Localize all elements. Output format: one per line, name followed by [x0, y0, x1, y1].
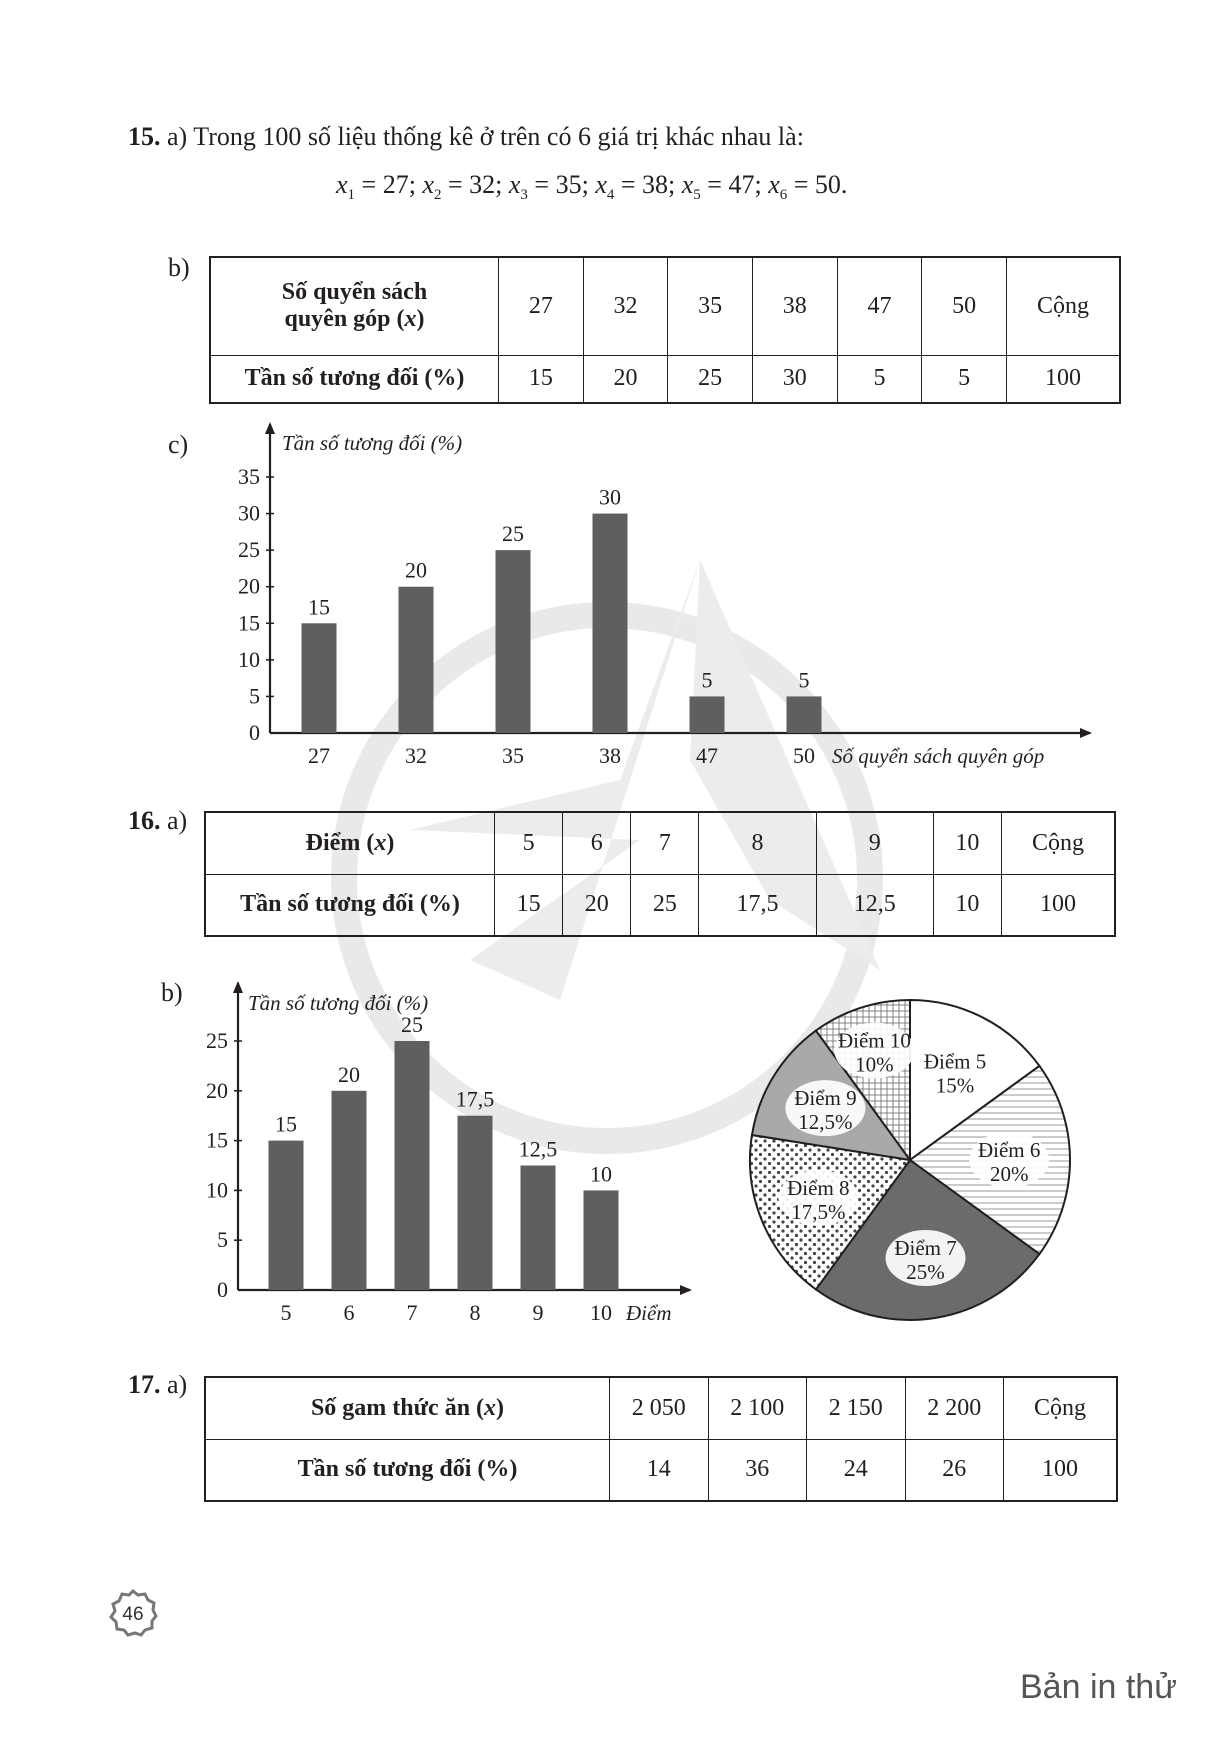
bar: [395, 1041, 430, 1290]
y-axis-arrow-icon: [265, 422, 275, 434]
bar: [787, 696, 822, 733]
y-tick-label: 20: [238, 573, 260, 599]
q17-header-text: Số gam thức ăn (: [310, 1394, 485, 1421]
q17-freq: 14: [610, 1439, 709, 1501]
q15-col: 47: [837, 257, 922, 355]
q16-header-var: x: [374, 829, 387, 856]
pie-label: Điểm 5: [923, 1049, 987, 1074]
q15-freq: 30: [752, 355, 837, 403]
q17-header-close: ): [496, 1394, 505, 1421]
q15-col: 27: [499, 257, 584, 355]
q15-table-header-freq: Tần số tương đối (%): [210, 355, 499, 403]
formula-term: $x_4 = 38$;: [595, 170, 682, 204]
q16-col-total: Cộng: [1002, 812, 1116, 874]
proof-print-label: Bản in thử: [1020, 1668, 1177, 1706]
formula-term: $x_2 = 32$;: [422, 170, 509, 204]
page-number: 46: [122, 1604, 144, 1625]
q16-col: 5: [495, 812, 563, 874]
q15-a-label: a): [167, 122, 188, 151]
bar: [584, 1190, 619, 1290]
q17-table-header-freq: Tần số tương đối (%): [205, 1439, 610, 1501]
q16-col: 10: [933, 812, 1001, 874]
y-tick-label: 0: [217, 1277, 228, 1302]
q16-col: 7: [631, 812, 699, 874]
q15-freq: 15: [499, 355, 584, 403]
bar: [269, 1141, 304, 1290]
q16-table-header-x: [205, 812, 495, 874]
x-tick-label: 9: [532, 1300, 544, 1325]
q17-line-a: [128, 1370, 187, 1400]
q16-col: 6: [563, 812, 631, 874]
q15-freq: 5: [922, 355, 1007, 403]
q16-frequency-table: [204, 811, 1116, 937]
q17-table-header-x: [205, 1377, 610, 1439]
q15-freq: 25: [668, 355, 753, 403]
x-axis-title: Điểm: [626, 1301, 672, 1325]
bar: [399, 587, 434, 733]
q15-col-total: Cộng: [1007, 257, 1121, 355]
y-tick-label: 25: [206, 1028, 228, 1053]
q17-a-label: a): [167, 1370, 188, 1399]
y-tick-label: 25: [238, 537, 260, 563]
q15-col: 38: [752, 257, 837, 355]
formula-term: $x_3 = 35$;: [508, 170, 596, 204]
y-tick-label: 5: [217, 1227, 228, 1253]
q17-col: 2 200: [905, 1377, 1004, 1439]
y-tick-label: 30: [238, 500, 260, 526]
pie-value-label: 17,5%: [791, 1199, 846, 1224]
q15-bar-chart: [220, 420, 1100, 780]
x-tick-label: 38: [599, 743, 621, 768]
bar: [332, 1091, 367, 1290]
q15-header-line1: Số quyển sách: [281, 279, 428, 306]
q15-b-label: b): [168, 253, 190, 282]
q16-freq: 10: [933, 874, 1001, 936]
x-tick-label: 32: [405, 743, 427, 768]
q17-freq: 36: [708, 1439, 807, 1501]
q16-header-close: ): [386, 829, 395, 856]
x-axis-title: Số quyển sách quyên góp: [832, 744, 1045, 768]
q15-header-var: x: [404, 306, 417, 333]
q16-header-text: Điểm (: [305, 829, 375, 856]
bar-value-label: 10: [590, 1161, 612, 1187]
q15-col: 50: [922, 257, 1007, 355]
bar: [521, 1166, 556, 1291]
bar-value-label: 5: [701, 667, 713, 693]
q15-values-formula: [336, 170, 847, 204]
y-tick-label: 10: [238, 646, 260, 672]
bar-value-label: 15: [308, 594, 330, 620]
y-axis-title: Tần số tương đối (%): [282, 431, 463, 455]
y-tick-label: 0: [249, 720, 260, 745]
page-number-badge: [108, 1588, 158, 1638]
pie-value-label: 12,5%: [798, 1110, 853, 1135]
x-tick-label: 5: [280, 1300, 292, 1325]
pie-label: Điểm 6: [977, 1138, 1041, 1162]
q17-col-total: Cộng: [1004, 1377, 1118, 1439]
x-tick-label: 8: [469, 1300, 481, 1325]
q17-freq: 26: [905, 1439, 1004, 1501]
y-tick-label: 15: [238, 610, 260, 636]
x-tick-label: 35: [502, 743, 524, 768]
bar-value-label: 12,5: [518, 1136, 558, 1162]
bar: [458, 1116, 493, 1290]
q15-col: 35: [668, 257, 753, 355]
x-tick-label: 27: [308, 743, 330, 768]
q15-c-label: c): [168, 430, 189, 459]
x-tick-label: 50: [793, 743, 815, 768]
pie-label: Điểm 7: [894, 1235, 957, 1260]
q15-freq: 20: [583, 355, 668, 403]
q16-pie-chart: [740, 990, 1080, 1330]
q15-a-text: Trong 100 số liệu thống kê ở trên có 6 giá trị khác nhau là:: [193, 122, 804, 151]
y-tick-label: 10: [206, 1177, 228, 1203]
bar-value-label: 17,5: [455, 1086, 495, 1112]
pie-label: Điểm 9: [794, 1086, 857, 1111]
q17-col: 2 150: [807, 1377, 906, 1439]
q17-freq: 24: [807, 1439, 906, 1501]
q15-freq: 5: [837, 355, 922, 403]
bar-value-label: 5: [798, 667, 810, 693]
q15-frequency-table: [209, 256, 1121, 404]
q16-number: 16.: [128, 806, 161, 835]
x-axis-arrow-icon: [680, 1285, 692, 1295]
formula-term: $x_6 = 50$.: [768, 170, 848, 204]
pie-value-label: 10%: [855, 1052, 894, 1077]
pie-label: Điểm 8: [787, 1175, 850, 1200]
pie-value-label: 15%: [935, 1073, 975, 1098]
x-tick-label: 6: [343, 1300, 355, 1325]
bar-value-label: 20: [405, 557, 427, 583]
q15-number: 15.: [128, 122, 161, 151]
q16-col: 9: [816, 812, 933, 874]
pie-label: Điểm 10: [837, 1028, 911, 1053]
q17-col: 2 050: [610, 1377, 709, 1439]
bar: [593, 514, 628, 733]
q15-header-line2: quyên góp (: [284, 306, 405, 333]
q15-col: 32: [583, 257, 668, 355]
formula-term: $x_5 = 47$;: [681, 170, 769, 204]
q16-b-label: b): [161, 978, 183, 1007]
bar-value-label: 25: [502, 521, 524, 547]
q16-freq: 15: [495, 874, 563, 936]
bar: [496, 550, 531, 733]
q15-table-header-x: [210, 257, 499, 355]
q17-col: 2 100: [708, 1377, 807, 1439]
q16-freq: 20: [563, 874, 631, 936]
q16-freq: 25: [631, 874, 699, 936]
x-tick-label: 47: [696, 743, 718, 768]
q15-line-a: [128, 122, 804, 152]
x-tick-label: 7: [406, 1300, 418, 1325]
q17-frequency-table: [204, 1376, 1118, 1502]
bar-value-label: 30: [599, 484, 621, 510]
bar-value-label: 15: [275, 1111, 297, 1137]
y-tick-label: 20: [206, 1077, 228, 1103]
q16-line-a: [128, 806, 187, 836]
bar-value-label: 20: [338, 1061, 360, 1087]
q16-col: 8: [699, 812, 816, 874]
q16-a-label: a): [167, 806, 188, 835]
q16-freq: 12,5: [816, 874, 933, 936]
y-tick-label: 15: [206, 1127, 228, 1153]
q16-table-header-freq: Tần số tương đối (%): [205, 874, 495, 936]
pie-value-label: 20%: [989, 1162, 1029, 1186]
y-axis-title: Tần số tương đối (%): [248, 991, 429, 1015]
x-axis-arrow-icon: [1080, 728, 1092, 738]
bar: [302, 623, 337, 733]
y-tick-label: 35: [238, 464, 260, 489]
q15-freq-total: 100: [1007, 355, 1121, 403]
q17-number: 17.: [128, 1370, 161, 1399]
bar-value-label: 25: [401, 1012, 423, 1037]
y-tick-label: 5: [249, 683, 260, 709]
q16-freq: 17,5: [699, 874, 816, 936]
x-tick-label: 10: [590, 1300, 612, 1325]
pie-value-label: 25%: [906, 1259, 945, 1284]
q17-header-var: x: [484, 1394, 497, 1421]
q15-header-close: ): [416, 306, 425, 333]
formula-term: $x_1 = 27$;: [336, 170, 423, 204]
q16-bar-chart: [190, 975, 710, 1330]
q16-freq-total: 100: [1002, 874, 1116, 936]
bar: [690, 696, 725, 733]
y-axis-arrow-icon: [233, 981, 243, 993]
q17-freq-total: 100: [1004, 1439, 1118, 1501]
